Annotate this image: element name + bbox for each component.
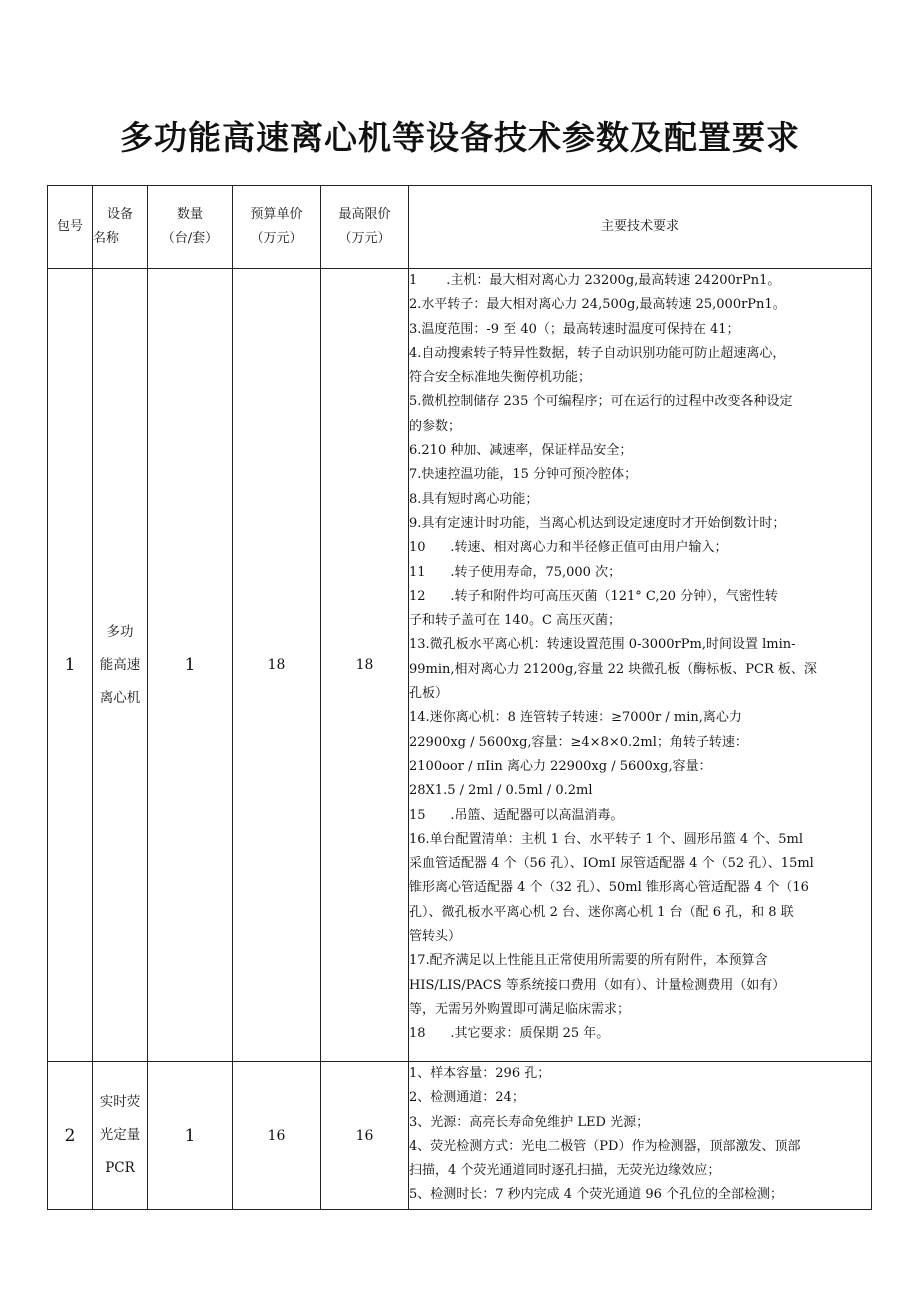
req-line: 采血管适配器 4 个（56 孔）、IOmI 尿管适配器 4 个（52 孔）、15ml — [409, 856, 814, 872]
req-line: 符合安全标准地失衡停机功能； — [409, 370, 592, 386]
header-req: 主要技术要求 — [409, 186, 872, 269]
row2-price: 16 — [233, 1062, 321, 1210]
header-qty-line1: 数量 — [176, 207, 203, 222]
header-price-line2: （万元） — [250, 231, 303, 246]
req-line: HIS/LIS/PACS 等系统接口费用（如有）、计量检测费用（如有） — [409, 977, 786, 993]
req-line: 2、检测通道：24； — [409, 1090, 525, 1106]
header-pkg: 包号 — [48, 186, 93, 269]
row2-name-line2: 光定量 — [99, 1127, 141, 1143]
row2-name-line1: 实时荧 — [99, 1094, 141, 1110]
header-price — [233, 186, 321, 269]
req-line: 锥形离心管适配器 4 个（32 孔）、50ml 锥形离心管适配器 4 个（16 — [409, 880, 809, 896]
req-line: 2.水平转子：最大相对离心力 24,500g,最高转速 25,000rPn1。 — [409, 297, 786, 313]
header-name — [93, 186, 148, 269]
row1-price: 18 — [233, 269, 321, 1062]
req-line: 管转头） — [409, 929, 462, 945]
req-line: 13.微孔板水平离心机：转速设置范围 0-3000rPm,时间设置 lmin- — [409, 637, 796, 653]
row1-requirements — [409, 269, 872, 1062]
row1-qty: 1 — [148, 269, 233, 1062]
req-line: 孔板） — [409, 686, 449, 702]
req-line: 12 .转子和附件均可高压灭菌（121° C,20 分钟），气密性转 — [409, 588, 778, 604]
req-line: 16.单台配置清单：主机 1 台、水平转子 1 个、圆形吊篮 4 个、5ml — [409, 831, 804, 847]
row1-name-line1: 多功 — [106, 623, 134, 640]
header-qty — [148, 186, 233, 269]
req-line: 4、荧光检测方式：光电二极管（PD）作为检测器，顶部激发、顶部 — [409, 1138, 801, 1154]
header-row — [48, 186, 872, 269]
req-line: 6.210 种加、减速率，保证样品安全； — [409, 443, 633, 459]
req-line: 3.温度范围：-9 至 40（；最高转速时温度可保持在 41； — [409, 321, 740, 337]
row2-pkg: 2 — [48, 1062, 93, 1210]
req-line: 18 .其它要求：质保期 25 年。 — [409, 1026, 610, 1042]
req-line: 15 .吊篮、适配器可以高温消毒。 — [409, 807, 624, 823]
req-line: 3、光源：高亮长寿命免维护 LED 光源； — [409, 1114, 650, 1130]
header-limit — [321, 186, 409, 269]
table-row-2 — [48, 1062, 872, 1210]
row1-name-line2: 能高速 — [99, 656, 141, 673]
req-line: 28X1.5 / 2ml / 0.5ml / 0.2ml — [409, 783, 593, 799]
header-qty-line2: （台/套） — [161, 231, 219, 246]
req-line: 2100oor / πIin 离心力 22900xg / 5600xg,容量： — [409, 758, 712, 774]
req-line: 扫描，4 个荧光通道同时逐孔扫描，无荧光边缘效应； — [409, 1163, 721, 1179]
req-line: 1 .主机：最大相对离心力 23200g,最高转速 24200rPn1。 — [409, 273, 781, 288]
row2-limit: 16 — [321, 1062, 409, 1210]
req-line: 子和转子盖可在 140。C 高压灭菌； — [409, 613, 622, 629]
req-line: 8.具有短时离心功能； — [409, 491, 539, 507]
header-price-line1: 预算单价 — [250, 207, 303, 222]
header-name-line2: 名称 — [93, 231, 120, 246]
req-line: 等，无需另外购置即可满足临床需求； — [409, 1001, 631, 1017]
row2-requirements — [409, 1062, 872, 1210]
req-line: 11 .转子使用寿命，75,000 次； — [409, 564, 622, 580]
req-line: 5、检测时长：7 秒内完成 4 个荧光通道 96 个孔位的全部检测； — [409, 1187, 784, 1203]
row1-pkg: 1 — [48, 269, 93, 1062]
req-line: 5.微机控制储存 235 个可编程序；可在运行的过程中改变各种设定 — [409, 394, 793, 410]
row2-qty: 1 — [148, 1062, 233, 1210]
req-line: 孔）、微孔板水平离心机 2 台、迷你离心机 1 台（配 6 孔，和 8 联 — [409, 904, 794, 920]
req-line: 10 .转速、相对离心力和半径修正值可由用户输入； — [409, 540, 728, 556]
row2-name — [93, 1062, 148, 1210]
req-line: 7.快速控温功能，15 分钟可预冷腔体； — [409, 467, 638, 483]
document-title: 多功能高速离心机等设备技术参数及配置要求 — [120, 118, 800, 157]
req-line: 17.配齐满足以上性能且正常使用所需要的所有附件，本预算含 — [409, 953, 768, 969]
header-limit-line1: 最高限价 — [338, 207, 391, 222]
req-line: 14.迷你离心机：8 连管转子转速：≥7000r / min,离心力 — [409, 710, 742, 726]
spec-table — [47, 185, 872, 1210]
req-line: 1、样本容量：296 孔； — [409, 1066, 551, 1081]
req-line: 的参数； — [409, 418, 462, 434]
row1-name — [93, 269, 148, 1062]
req-line: 22900xg / 5600xg,容量：≥4×8×0.2ml；角转子转速： — [409, 734, 748, 750]
req-line: 9.具有定速计时功能，当离心机达到设定速度时才开始倒数计时； — [409, 515, 786, 531]
req-line: 99min,相对离心力 21200g,容量 22 块微孔板（酶标板、PCR 板、深 — [409, 661, 817, 677]
req-line: 4.自动搜索转子特异性数据，转子自动识别功能可防止超速离心， — [409, 345, 786, 361]
row2-name-line3: PCR — [105, 1160, 135, 1176]
header-name-line1: 设备 — [106, 207, 133, 222]
row1-limit: 18 — [321, 269, 409, 1062]
table-row-1 — [48, 269, 872, 1062]
row1-name-line3: 离心机 — [99, 689, 141, 706]
header-limit-line2: （万元） — [338, 231, 391, 246]
